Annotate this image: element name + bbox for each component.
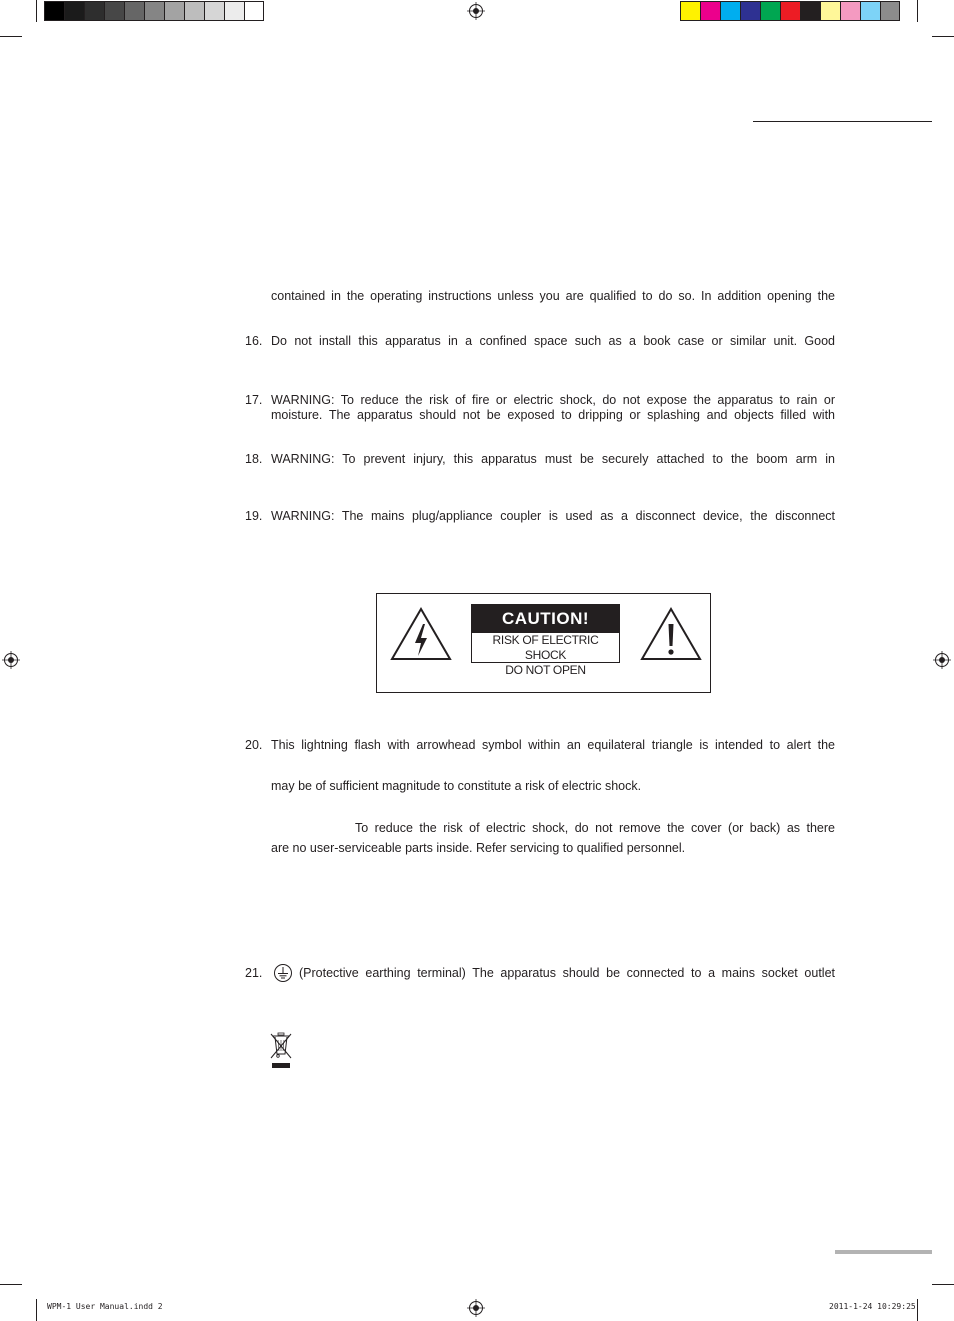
caution-line-2: DO NOT OPEN	[505, 663, 586, 677]
item-number: 17.	[245, 393, 263, 407]
paragraph-17-line-1: WARNING: To reduce the risk of fire or electric shock, do not expose the apparatus to rain or	[271, 393, 835, 407]
caution-label	[471, 604, 620, 677]
caution-note-line-2: are no user-serviceable parts inside. Refer servicing to qualified personnel.	[271, 841, 686, 855]
paragraph-21: (Protective earthing terminal) The apparatus should be connected to a mains socket outlet	[299, 966, 835, 980]
color-swatch	[800, 1, 820, 21]
weee-bin-icon	[269, 1032, 293, 1070]
protective-earth-icon	[273, 963, 293, 983]
color-swatch	[720, 1, 740, 21]
exclamation-triangle-icon	[640, 607, 702, 661]
color-swatch	[820, 1, 840, 21]
registration-mark-icon	[2, 651, 20, 669]
color-swatch	[204, 1, 224, 21]
paragraph-17-line-2: moisture. The apparatus should not be exposed to dripping or splashing and objects filled with	[271, 408, 835, 422]
page-tab-bar	[835, 1250, 932, 1254]
paragraph-19: WARNING: The mains plug/appliance coupler is used as a disconnect device, the disconnect	[271, 509, 835, 523]
crop-mark	[917, 1299, 918, 1321]
color-swatch	[104, 1, 124, 21]
color-swatch	[164, 1, 184, 21]
color-swatch	[760, 1, 780, 21]
item-number: 21.	[245, 966, 263, 980]
caution-heading: CAUTION!	[472, 605, 619, 633]
grayscale-color-bar	[44, 1, 264, 21]
color-swatch	[680, 1, 700, 21]
crop-mark	[36, 0, 37, 22]
color-swatch	[84, 1, 104, 21]
header-rule	[753, 121, 932, 122]
process-color-bar	[680, 1, 900, 21]
color-swatch	[860, 1, 880, 21]
crop-mark	[0, 1284, 22, 1285]
registration-mark-icon	[933, 651, 951, 669]
item-number: 16.	[245, 334, 263, 348]
color-swatch	[64, 1, 84, 21]
registration-mark-icon	[467, 1299, 485, 1317]
color-swatch	[124, 1, 144, 21]
footer-file-name: WPM-1 User Manual.indd 2	[47, 1302, 163, 1311]
color-swatch	[244, 1, 264, 21]
color-swatch	[184, 1, 204, 21]
paragraph-20-continued: may be of sufficient magnitude to constitute a risk of electric shock.	[271, 779, 642, 793]
paragraph-20: This lightning flash with arrowhead symbol within an equilateral triangle is intended to alert the	[271, 738, 835, 752]
color-swatch	[144, 1, 164, 21]
color-swatch	[740, 1, 760, 21]
registration-mark-icon	[467, 2, 485, 20]
crop-mark	[917, 0, 918, 22]
caution-line-1: RISK OF ELECTRIC SHOCK	[492, 633, 599, 662]
item-number: 20.	[245, 738, 263, 752]
color-swatch	[880, 1, 900, 21]
paragraph-15-continued: contained in the operating instructions unless you are qualified to do so. In addition opening the	[271, 289, 835, 303]
paragraph-16: Do not install this apparatus in a confined space such as a book case or similar unit. Good	[271, 334, 835, 348]
paragraph-18: WARNING: To prevent injury, this apparatus must be securely attached to the boom arm in	[271, 452, 835, 466]
color-swatch	[224, 1, 244, 21]
color-swatch	[780, 1, 800, 21]
color-swatch	[44, 1, 64, 21]
caution-note-line-1: To reduce the risk of electric shock, do not remove the cover (or back) as there	[355, 821, 835, 835]
crop-mark	[932, 1284, 954, 1285]
lightning-triangle-icon	[390, 607, 452, 661]
crop-mark	[932, 36, 954, 37]
item-number: 18.	[245, 452, 263, 466]
color-swatch	[700, 1, 720, 21]
crop-mark	[0, 36, 22, 37]
footer-timestamp: 2011-1-24 10:29:25	[829, 1302, 916, 1311]
crop-mark	[36, 1299, 37, 1321]
color-swatch	[840, 1, 860, 21]
item-number: 19.	[245, 509, 263, 523]
